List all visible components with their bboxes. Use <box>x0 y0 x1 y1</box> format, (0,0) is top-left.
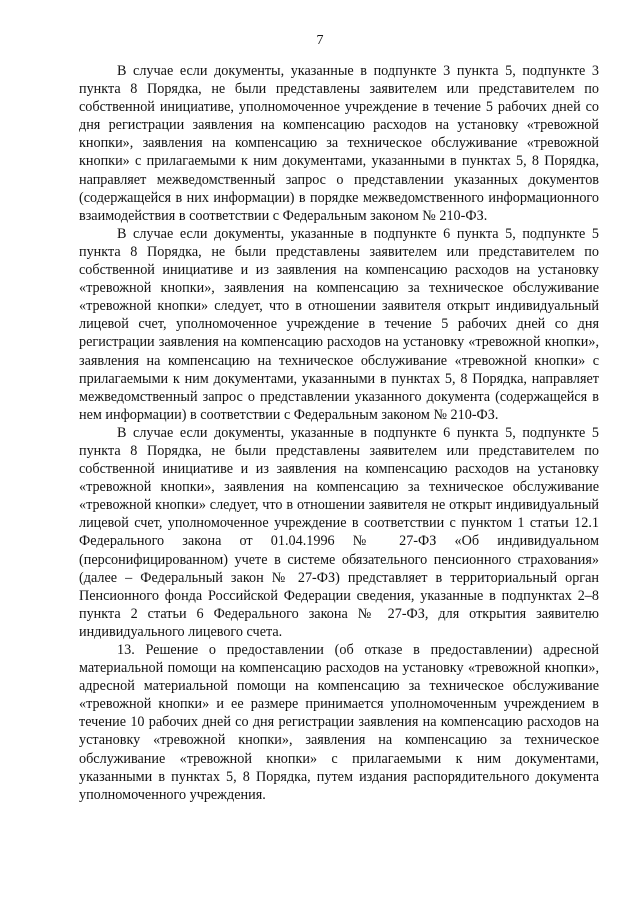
paragraph-4-item-13: 13. Решение о предоставлении (об отказе в предоставлении) адресной материальной помощи на компенсацию расходов на установку «тревожной кнопки», адресной материальной помощи на компенсацию за техническое обслуживание «тревожной кнопки» и ее размере принимается уполномоченным учреждением в течение 10 рабочих дней со дня регистрации заявления на компенсацию расходов на установку «тревожной кнопки», заявления на компенсацию за техническое обслуживание «тревожной кнопки» с прилагаемыми к ним документами, указанными в пунктах 5, 8 Порядка, путем издания распорядительного документа уполномоченного учреждения. <box>79 642 599 803</box>
paragraph-3: В случае если документы, указанные в подпункте 6 пункта 5, подпункте 5 пункта 8 Порядка, не были представлены заявителем или представителем по собственной инициативе и из заявления на компенсацию расходов на установку «тревожной кнопки», заявления на компенсацию за техническое обслуживание «тревожной кнопки» следует, что в отношении заявителя не открыт индивидуальный лицевой счет, уполномоченное учреждение в соответствии с пунктом 1 статьи 12.1 Федерального закона от 01.04.1996 № 27-ФЗ «Об индивидуальном (персонифицированном) учете в системе обязательного пенсионного страхования» (далее – Федеральный закон № 27-ФЗ) представляет в территориальный орган Пенсионного фонда Российской Федерации сведения, указанные в подпунктах 2–8 пункта 2 статьи 6 Федерального закона № 27-ФЗ, для открытия заявителю индивидуального лицевого счета. <box>79 424 599 640</box>
paragraph-2: В случае если документы, указанные в подпункте 6 пункта 5, подпункте 5 пункта 8 Порядка, не были представлены заявителем или представителем по собственной инициативе и из заявления на компенсацию расходов на установку «тревожной кнопки», заявления на компенсацию за техническое обслуживание «тревожной кнопки» следует, что в отношении заявителя открыт индивидуальный лицевой счет, уполномоченное учреждение в течение 5 рабочих дней со дня регистрации заявления на компенсацию расходов на установку «тревожной кнопки», заявления на компенсацию на техническое обслуживание «тревожной кнопки» с прилагаемыми к ним документами, указанными в пунктах 5, 8 Порядка, направляет межведомственный запрос о представлении указанного документа (содержащейся в нем информации) в соответствии с Федеральным законом № 210-ФЗ. <box>79 225 599 423</box>
document-body <box>79 62 599 804</box>
paragraph-1: В случае если документы, указанные в подпункте 3 пункта 5, подпункте 3 пункта 8 Порядка, не были представлены заявителем или представителем по собственной инициативе, уполномоченное учреждение в течение 5 рабочих дней со дня регистрации заявления на компенсацию расходов на установку «тревожной кнопки», заявления на компенсацию за техническое обслуживание «тревожной кнопки» с прилагаемыми к ним документами, указанными в пунктах 5, 8 Порядка, направляет межведомственный запрос о представлении указанных документов (содержащейся в них информации) в порядке межведомственного информационного взаимодействия в соответствии с Федеральным законом № 210-ФЗ. <box>79 63 599 224</box>
page-number: 7 <box>316 33 324 48</box>
